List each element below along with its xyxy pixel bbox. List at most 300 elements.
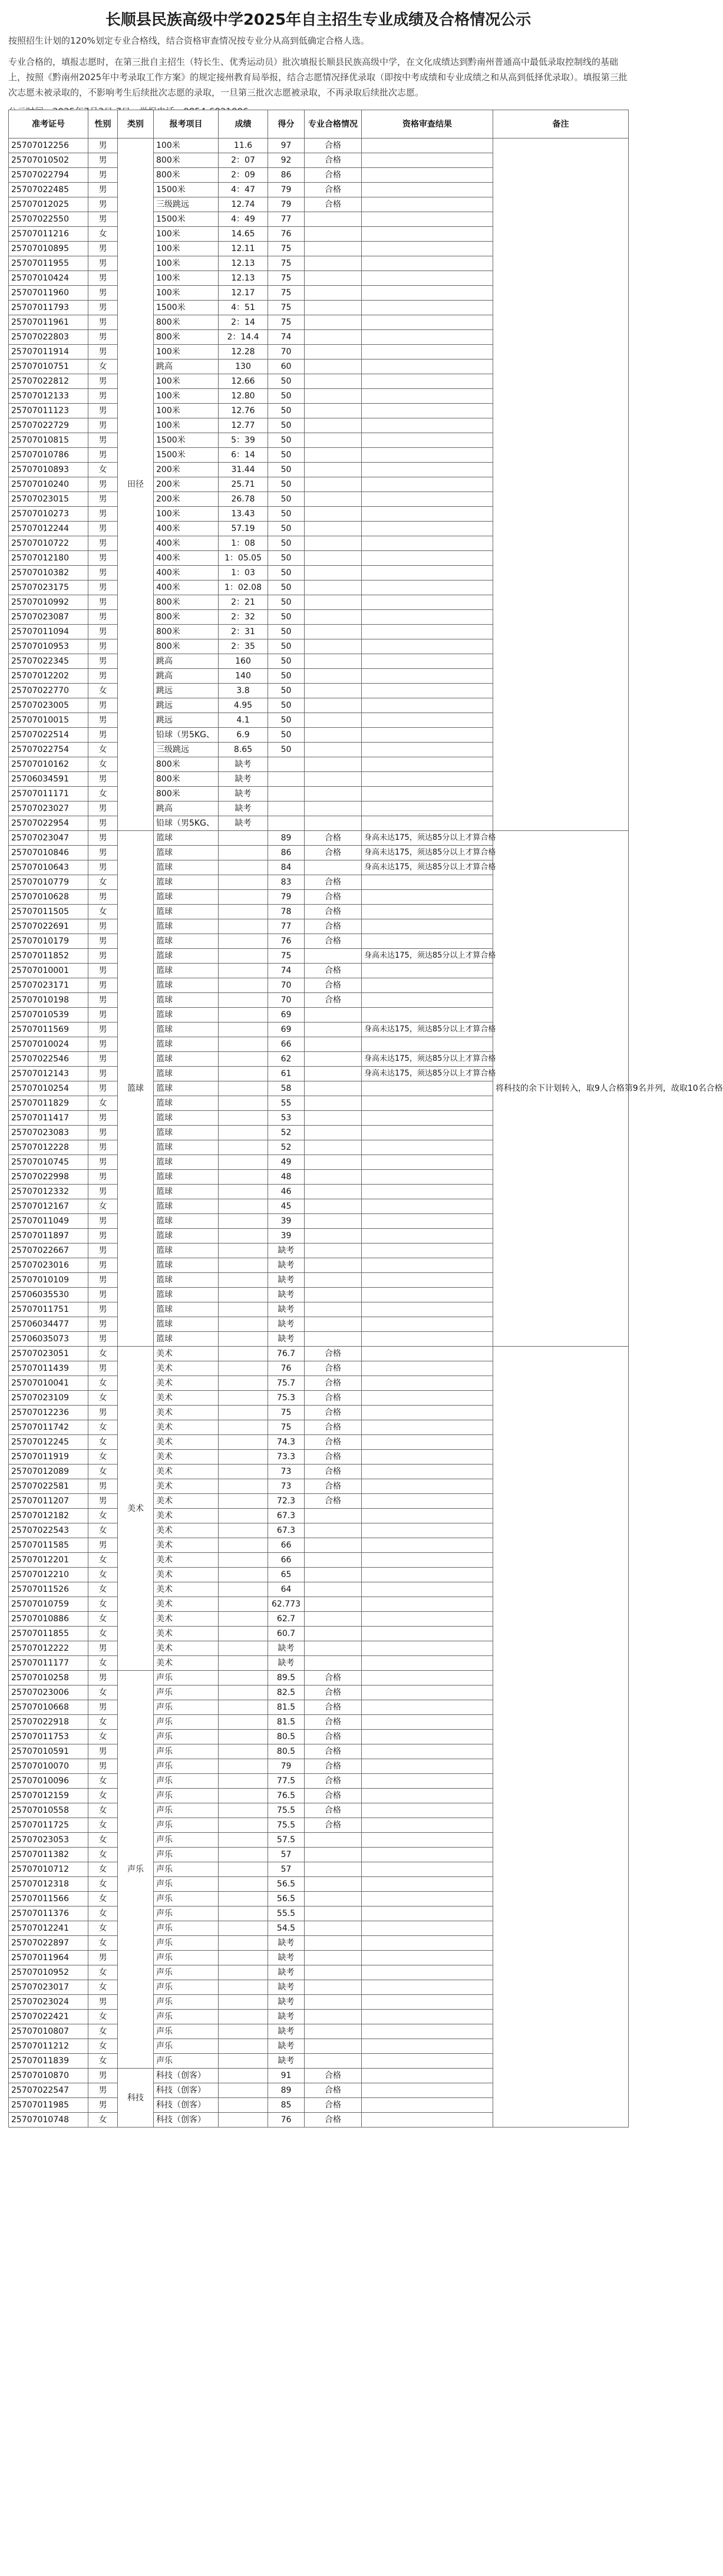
- qualified-cell: [305, 1229, 362, 1244]
- score-cell: 50: [268, 625, 305, 639]
- event-cell: 跳高: [154, 359, 219, 374]
- review-cell: [362, 477, 493, 492]
- qualified-cell: [305, 1995, 362, 2010]
- score-cell: [268, 787, 305, 802]
- qualified-cell: 合格: [305, 993, 362, 1008]
- event-cell: 篮球: [154, 1140, 219, 1155]
- review-cell: [362, 1199, 493, 1214]
- gender-cell: 女: [88, 1420, 118, 1435]
- gender-cell: 女: [88, 1877, 118, 1892]
- review-cell: [362, 743, 493, 757]
- gender-cell: 女: [88, 1465, 118, 1479]
- result-cell: 12.13: [219, 256, 268, 271]
- qualified-cell: [305, 1332, 362, 1347]
- gender-cell: 女: [88, 743, 118, 757]
- gender-cell: 男: [88, 654, 118, 669]
- ticket-no-cell: 25707010846: [9, 846, 88, 860]
- review-cell: [362, 448, 493, 463]
- ticket-no-cell: 25707010001: [9, 964, 88, 978]
- ticket-no-cell: 25707023015: [9, 492, 88, 507]
- score-cell: 50: [268, 374, 305, 389]
- result-cell: [219, 1730, 268, 1744]
- review-cell: [362, 330, 493, 345]
- result-cell: 缺考: [219, 816, 268, 831]
- qualified-cell: [305, 743, 362, 757]
- result-cell: 2：14: [219, 315, 268, 330]
- header-qualified: 专业合格情况: [305, 110, 362, 138]
- result-cell: [219, 1715, 268, 1730]
- result-cell: 4.1: [219, 713, 268, 728]
- result-cell: 1：02.08: [219, 580, 268, 595]
- gender-cell: 男: [88, 1023, 118, 1037]
- ticket-no-cell: 25707011585: [9, 1538, 88, 1553]
- review-cell: [362, 1789, 493, 1803]
- score-cell: 缺考: [268, 2010, 305, 2024]
- event-cell: 篮球: [154, 1317, 219, 1332]
- result-cell: 160: [219, 654, 268, 669]
- result-cell: 14.65: [219, 227, 268, 242]
- score-cell: 66: [268, 1538, 305, 1553]
- event-cell: 声乐: [154, 1965, 219, 1980]
- qualified-cell: [305, 1244, 362, 1258]
- ticket-no-cell: 25707011526: [9, 1582, 88, 1597]
- qualified-cell: [305, 1612, 362, 1627]
- score-cell: 75: [268, 1420, 305, 1435]
- ticket-no-cell: 25707010591: [9, 1744, 88, 1759]
- score-cell: 76: [268, 934, 305, 949]
- review-cell: [362, 359, 493, 374]
- ticket-no-cell: 25707011417: [9, 1111, 88, 1126]
- result-cell: 缺考: [219, 757, 268, 772]
- review-cell: [362, 1096, 493, 1111]
- review-cell: [362, 1406, 493, 1420]
- review-cell: [362, 1686, 493, 1700]
- gender-cell: 男: [88, 1332, 118, 1347]
- category-cell: 田径: [118, 138, 154, 831]
- qualified-cell: 合格: [305, 846, 362, 860]
- result-cell: [219, 1862, 268, 1877]
- event-cell: 声乐: [154, 1686, 219, 1700]
- result-cell: 12.66: [219, 374, 268, 389]
- result-cell: [219, 2069, 268, 2083]
- review-cell: [362, 1730, 493, 1744]
- qualified-cell: [305, 1523, 362, 1538]
- qualified-cell: [305, 728, 362, 743]
- review-cell: [362, 905, 493, 919]
- gender-cell: 男: [88, 639, 118, 654]
- gender-cell: 男: [88, 271, 118, 286]
- score-cell: 73: [268, 1465, 305, 1479]
- gender-cell: 女: [88, 787, 118, 802]
- review-cell: [362, 1892, 493, 1907]
- result-cell: [219, 1465, 268, 1479]
- gender-cell: 女: [88, 1936, 118, 1951]
- ticket-no-cell: 25707022954: [9, 816, 88, 831]
- result-cell: [219, 1686, 268, 1700]
- event-cell: 声乐: [154, 1700, 219, 1715]
- result-cell: [219, 1597, 268, 1612]
- review-cell: [362, 1435, 493, 1450]
- review-cell: [362, 1361, 493, 1376]
- review-cell: [362, 1509, 493, 1523]
- review-cell: [362, 1229, 493, 1244]
- ticket-no-cell: 25707023083: [9, 1126, 88, 1140]
- result-cell: 4：49: [219, 212, 268, 227]
- review-cell: [362, 138, 493, 153]
- qualified-cell: 合格: [305, 2083, 362, 2098]
- ticket-no-cell: 25707010162: [9, 757, 88, 772]
- score-cell: 50: [268, 536, 305, 551]
- result-cell: 11.6: [219, 138, 268, 153]
- gender-cell: 男: [88, 949, 118, 964]
- review-cell: [362, 1494, 493, 1509]
- gender-cell: 女: [88, 2010, 118, 2024]
- event-cell: 声乐: [154, 1862, 219, 1877]
- result-cell: [219, 2039, 268, 2054]
- review-cell: [362, 713, 493, 728]
- score-cell: 53: [268, 1111, 305, 1126]
- review-cell: [362, 1258, 493, 1273]
- ticket-no-cell: 25707011961: [9, 315, 88, 330]
- event-cell: 美术: [154, 1509, 219, 1523]
- event-cell: 1500米: [154, 212, 219, 227]
- ticket-no-cell: 25707010254: [9, 1081, 88, 1096]
- score-cell: 75: [268, 256, 305, 271]
- ticket-no-cell: 25707011207: [9, 1494, 88, 1509]
- event-cell: 声乐: [154, 1744, 219, 1759]
- gender-cell: 女: [88, 1553, 118, 1568]
- review-cell: [362, 1523, 493, 1538]
- event-cell: 声乐: [154, 1818, 219, 1833]
- qualified-cell: 合格: [305, 1789, 362, 1803]
- event-cell: 篮球: [154, 1229, 219, 1244]
- review-cell: [362, 1081, 493, 1096]
- score-cell: 50: [268, 551, 305, 566]
- ticket-no-cell: 25707023047: [9, 831, 88, 846]
- ticket-no-cell: 25707023005: [9, 698, 88, 713]
- review-cell: [362, 1700, 493, 1715]
- ticket-no-cell: 25707010786: [9, 448, 88, 463]
- qualified-cell: [305, 286, 362, 301]
- event-cell: 跳高: [154, 654, 219, 669]
- result-cell: 1：03: [219, 566, 268, 580]
- score-cell: 69: [268, 1008, 305, 1023]
- gender-cell: 女: [88, 1582, 118, 1597]
- score-cell: 73.3: [268, 1450, 305, 1465]
- qualified-cell: [305, 1302, 362, 1317]
- result-cell: [219, 1081, 268, 1096]
- event-cell: 美术: [154, 1656, 219, 1671]
- category-cell: 声乐: [118, 1671, 154, 2069]
- result-cell: [219, 1995, 268, 2010]
- review-cell: 身高未达175，须达85分以上才算合格: [362, 1023, 493, 1037]
- review-cell: [362, 919, 493, 934]
- review-cell: [362, 787, 493, 802]
- gender-cell: 女: [88, 1199, 118, 1214]
- score-cell: 55.5: [268, 1907, 305, 1921]
- qualified-cell: [305, 227, 362, 242]
- event-cell: 200米: [154, 492, 219, 507]
- result-cell: 12.76: [219, 404, 268, 418]
- result-cell: 12.13: [219, 271, 268, 286]
- review-cell: [362, 271, 493, 286]
- event-cell: 篮球: [154, 846, 219, 860]
- score-cell: 50: [268, 404, 305, 418]
- qualified-cell: 合格: [305, 1759, 362, 1774]
- qualified-cell: [305, 1155, 362, 1170]
- review-cell: [362, 1641, 493, 1656]
- gender-cell: 女: [88, 1789, 118, 1803]
- ticket-no-cell: 25707012201: [9, 1553, 88, 1568]
- ticket-no-cell: 25707022754: [9, 743, 88, 757]
- event-cell: 科技（创客）: [154, 2069, 219, 2083]
- score-cell: 52: [268, 1126, 305, 1140]
- gender-cell: 女: [88, 1980, 118, 1995]
- event-cell: 100米: [154, 256, 219, 271]
- ticket-no-cell: 25707011171: [9, 787, 88, 802]
- event-cell: 篮球: [154, 1170, 219, 1185]
- ticket-no-cell: 25707010070: [9, 1759, 88, 1774]
- score-cell: 缺考: [268, 2054, 305, 2069]
- qualified-cell: 合格: [305, 964, 362, 978]
- gender-cell: 男: [88, 1067, 118, 1081]
- result-cell: 2：35: [219, 639, 268, 654]
- score-cell: 75.3: [268, 1391, 305, 1406]
- review-cell: 身高未达175，须达85分以上才算合格: [362, 1052, 493, 1067]
- gender-cell: 女: [88, 1921, 118, 1936]
- gender-cell: 男: [88, 1008, 118, 1023]
- qualified-cell: 合格: [305, 2098, 362, 2113]
- event-cell: 1500米: [154, 448, 219, 463]
- result-cell: [219, 1877, 268, 1892]
- qualified-cell: [305, 1538, 362, 1553]
- event-cell: 篮球: [154, 1258, 219, 1273]
- header-review: 资格审查结果: [362, 110, 493, 138]
- score-cell: 缺考: [268, 1317, 305, 1332]
- result-cell: [219, 2083, 268, 2098]
- qualified-cell: [305, 1023, 362, 1037]
- event-cell: 声乐: [154, 1789, 219, 1803]
- ticket-no-cell: 25707012332: [9, 1185, 88, 1199]
- score-cell: 64: [268, 1582, 305, 1597]
- result-cell: [219, 1317, 268, 1332]
- qualified-cell: 合格: [305, 1774, 362, 1789]
- gender-cell: 男: [88, 315, 118, 330]
- score-cell: 50: [268, 743, 305, 757]
- qualified-cell: [305, 1656, 362, 1671]
- gender-cell: 女: [88, 1450, 118, 1465]
- event-cell: 篮球: [154, 1302, 219, 1317]
- gender-cell: 男: [88, 1185, 118, 1199]
- gender-cell: 男: [88, 433, 118, 448]
- qualified-cell: 合格: [305, 1715, 362, 1730]
- review-cell: [362, 772, 493, 787]
- review-cell: [362, 1877, 493, 1892]
- gender-cell: 男: [88, 919, 118, 934]
- gender-cell: 男: [88, 566, 118, 580]
- event-cell: 声乐: [154, 2010, 219, 2024]
- review-cell: [362, 2054, 493, 2069]
- event-cell: 800米: [154, 168, 219, 183]
- review-cell: [362, 551, 493, 566]
- result-cell: [219, 1568, 268, 1582]
- result-cell: [219, 1892, 268, 1907]
- gender-cell: 女: [88, 1686, 118, 1700]
- result-cell: [219, 1965, 268, 1980]
- qualified-cell: 合格: [305, 183, 362, 197]
- qualified-cell: 合格: [305, 1686, 362, 1700]
- ticket-no-cell: 25707023109: [9, 1391, 88, 1406]
- event-cell: 篮球: [154, 890, 219, 905]
- qualified-cell: [305, 374, 362, 389]
- result-cell: 140: [219, 669, 268, 684]
- qualified-cell: [305, 242, 362, 256]
- gender-cell: 女: [88, 1862, 118, 1877]
- qualified-cell: 合格: [305, 1671, 362, 1686]
- qualified-cell: [305, 404, 362, 418]
- event-cell: 美术: [154, 1568, 219, 1582]
- ticket-no-cell: 25707011839: [9, 2054, 88, 2069]
- event-cell: 美术: [154, 1479, 219, 1494]
- qualified-cell: [305, 1848, 362, 1862]
- ticket-no-cell: 25707011897: [9, 1229, 88, 1244]
- result-cell: [219, 978, 268, 993]
- score-cell: 79: [268, 197, 305, 212]
- score-cell: 50: [268, 669, 305, 684]
- ticket-no-cell: 25707010748: [9, 2113, 88, 2128]
- ticket-no-cell: 25707010815: [9, 433, 88, 448]
- result-cell: [219, 1023, 268, 1037]
- gender-cell: 女: [88, 1612, 118, 1627]
- event-cell: 800米: [154, 153, 219, 168]
- ticket-no-cell: 25707022812: [9, 374, 88, 389]
- review-cell: [362, 1465, 493, 1479]
- gender-cell: 男: [88, 713, 118, 728]
- event-cell: 声乐: [154, 1907, 219, 1921]
- score-cell: 75.5: [268, 1803, 305, 1818]
- result-cell: 3.8: [219, 684, 268, 698]
- score-cell: 65: [268, 1568, 305, 1582]
- result-cell: [219, 1406, 268, 1420]
- notice-page: [0, 0, 636, 122]
- gender-cell: 男: [88, 1111, 118, 1126]
- gender-cell: 男: [88, 345, 118, 359]
- ticket-no-cell: 25707011439: [9, 1361, 88, 1376]
- result-cell: [219, 2098, 268, 2113]
- gender-cell: 男: [88, 610, 118, 625]
- result-cell: [219, 1347, 268, 1361]
- event-cell: 篮球: [154, 1052, 219, 1067]
- score-cell: 70: [268, 978, 305, 993]
- qualified-cell: [305, 2039, 362, 2054]
- qualified-cell: 合格: [305, 1494, 362, 1509]
- event-cell: 美术: [154, 1391, 219, 1406]
- gender-cell: 男: [88, 448, 118, 463]
- result-cell: 2：21: [219, 595, 268, 610]
- review-cell: [362, 1862, 493, 1877]
- score-cell: 50: [268, 507, 305, 522]
- score-cell: 67.3: [268, 1523, 305, 1538]
- ticket-no-cell: 25707022581: [9, 1479, 88, 1494]
- gender-cell: 女: [88, 2113, 118, 2128]
- event-cell: 篮球: [154, 1081, 219, 1096]
- score-cell: 57.5: [268, 1833, 305, 1848]
- score-cell: 73: [268, 1479, 305, 1494]
- qualified-cell: [305, 669, 362, 684]
- review-cell: [362, 1744, 493, 1759]
- ticket-no-cell: 25707012210: [9, 1568, 88, 1582]
- ticket-no-cell: 25707023024: [9, 1995, 88, 2010]
- gender-cell: 女: [88, 1435, 118, 1450]
- score-cell: 80.5: [268, 1730, 305, 1744]
- table-body: [9, 138, 723, 2128]
- gender-cell: 男: [88, 153, 118, 168]
- score-cell: 83: [268, 875, 305, 890]
- qualified-cell: [305, 772, 362, 787]
- gender-cell: 女: [88, 1774, 118, 1789]
- event-cell: 篮球: [154, 1185, 219, 1199]
- header-remark: 备注: [493, 110, 629, 138]
- score-cell: 39: [268, 1214, 305, 1229]
- ticket-no-cell: 25707012182: [9, 1509, 88, 1523]
- qualified-cell: 合格: [305, 153, 362, 168]
- gender-cell: 男: [88, 507, 118, 522]
- ticket-no-cell: 25707011177: [9, 1656, 88, 1671]
- gender-cell: 男: [88, 551, 118, 566]
- event-cell: 1500米: [154, 301, 219, 315]
- ticket-no-cell: 25707011382: [9, 1848, 88, 1862]
- score-cell: 67.3: [268, 1509, 305, 1523]
- score-cell: 75: [268, 242, 305, 256]
- qualified-cell: [305, 580, 362, 595]
- review-cell: [362, 522, 493, 536]
- result-cell: [219, 1656, 268, 1671]
- qualified-cell: [305, 802, 362, 816]
- gender-cell: 男: [88, 728, 118, 743]
- score-cell: 缺考: [268, 1980, 305, 1995]
- review-cell: [362, 993, 493, 1008]
- qualified-cell: 合格: [305, 1465, 362, 1479]
- qualified-cell: [305, 1877, 362, 1892]
- ticket-no-cell: 25707023027: [9, 802, 88, 816]
- qualified-cell: [305, 1067, 362, 1081]
- gender-cell: 男: [88, 197, 118, 212]
- header-event: 报考项目: [154, 110, 219, 138]
- qualified-cell: [305, 787, 362, 802]
- score-cell: 缺考: [268, 1936, 305, 1951]
- review-cell: [362, 1612, 493, 1627]
- qualified-cell: [305, 625, 362, 639]
- result-cell: 缺考: [219, 802, 268, 816]
- result-cell: [219, 1818, 268, 1833]
- review-cell: [362, 639, 493, 654]
- qualified-cell: 合格: [305, 2113, 362, 2128]
- ticket-no-cell: 25707012245: [9, 1435, 88, 1450]
- gender-cell: 男: [88, 1494, 118, 1509]
- score-cell: 81.5: [268, 1715, 305, 1730]
- event-cell: 100米: [154, 242, 219, 256]
- qualified-cell: [305, 433, 362, 448]
- ticket-no-cell: 25707011793: [9, 301, 88, 315]
- gender-cell: 女: [88, 227, 118, 242]
- gender-cell: 男: [88, 1479, 118, 1494]
- review-cell: [362, 433, 493, 448]
- event-cell: 美术: [154, 1523, 219, 1538]
- review-cell: [362, 1332, 493, 1347]
- ticket-no-cell: 25707010240: [9, 477, 88, 492]
- score-cell: [268, 802, 305, 816]
- score-cell: 缺考: [268, 1332, 305, 1347]
